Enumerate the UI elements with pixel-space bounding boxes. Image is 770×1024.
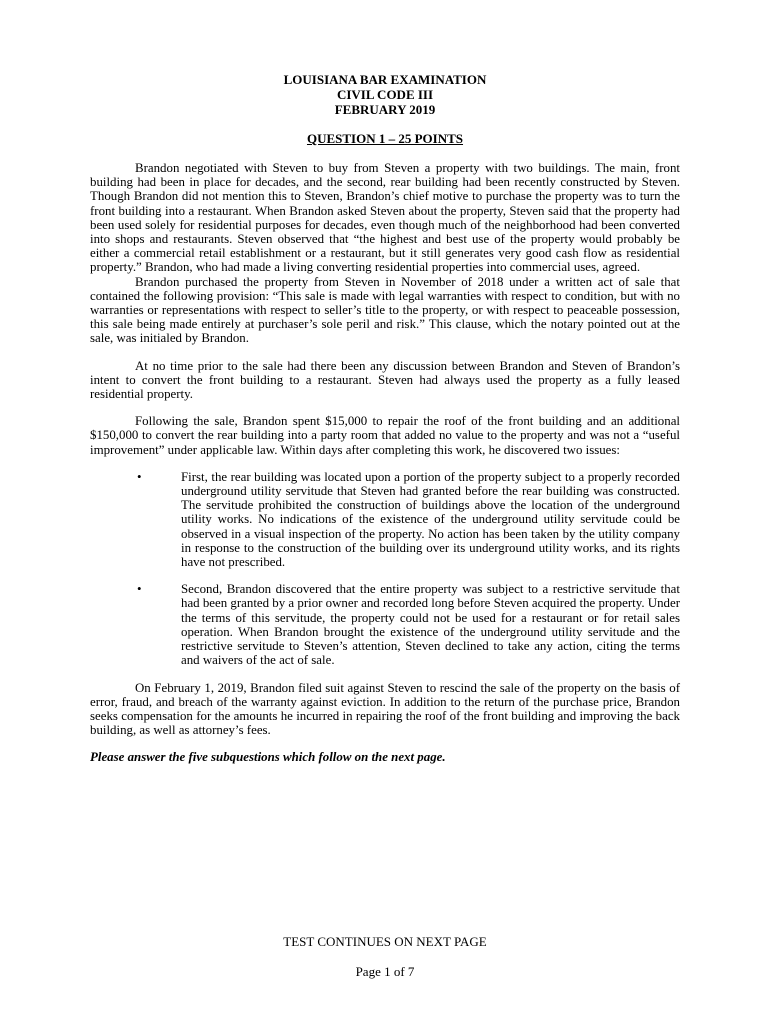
list-item-text: First, the rear building was located upon a portion of the property subject to a properly recorded underground utility servitude that Steven had granted before the rear building was constructed. The servitude prohibited the construction of buildings above the location of the underground utility works. No indications of the existence of the underground utility servitude could be observed in a visual inspection of the property. No action has been taken by the utility company in response to the construction of the building over its underground utility works, and its rights have not prescribed. bbox=[181, 469, 680, 570]
exam-subject: CIVIL CODE III bbox=[336, 87, 434, 102]
list-item bbox=[90, 470, 680, 569]
continues-notice: TEST CONTINUES ON NEXT PAGE bbox=[283, 934, 487, 949]
bullet-icon: • bbox=[137, 469, 142, 484]
instruction: Please answer the five subquestions which follow on the next page. bbox=[90, 750, 446, 765]
paragraph: At no time prior to the sale had there been any discussion between Brandon and Steven of Brandon’s intent to convert the front building to a restaurant. Steven had always used the property as a fully leased residential property. bbox=[90, 358, 680, 402]
list-item-text: Second, Brandon discovered that the entire property was subject to a restrictive servitude that had been granted by a prior owner and recorded long before Steven acquired the property. Under the terms of this servitude, the property could not be used for a restaurant or for retail sales operation. When Brandon brought the existence of the underground utility servitude and the restrictive servitude to Steven’s attention, Steven declined to take any action, citing the terms and waivers of the act of sale. bbox=[181, 582, 680, 668]
list-item bbox=[90, 582, 680, 667]
exam-date: FEBRUARY 2019 bbox=[334, 102, 436, 117]
page-number: Page 1 of 7 bbox=[355, 964, 415, 979]
paragraph: Brandon negotiated with Steven to buy from Steven a property with two buildings. The main, front building had been in place for decades, and the second, rear building had been recently constructed by Steven. Though Brandon did not mention this to Steven, Brandon’s chief motive to purchase the property was to turn the front building into a restaurant. When Brandon asked Steven about the property, Steven said that the property had been used solely for residential purposes for decades, even though much of the neighborhood had been converted into shops and restaurants. Steven observed that “the highest and best use of the property would probably be either a commercial retail establishment or a restaurant, but it still generates very good cash flow as residential property.” Brandon, who had made a living converting residential properties into commercial uses, agreed. bbox=[90, 161, 680, 275]
bullet-icon: • bbox=[137, 582, 142, 597]
issue-list bbox=[90, 470, 680, 668]
exam-title: LOUISIANA BAR EXAMINATION bbox=[283, 72, 487, 87]
paragraph: Brandon purchased the property from Steven in November of 2018 under a written act of sale that contained the following provision: “This sale is made with legal warranties with respect to condition, but with no warranties or representations with respect to seller’s title to the property, or with respect to peaceable possession, this sale being made entirely at purchaser’s sole peril and risk.” This clause, which the notary pointed out at the sale, was initialed by Brandon. bbox=[90, 274, 680, 346]
question-title: QUESTION 1 – 25 POINTS bbox=[306, 131, 464, 146]
paragraph: Following the sale, Brandon spent $15,000 to repair the roof of the front building and an additional $150,000 to convert the rear building into a party room that added no value to the property and was not a “useful improvement” under applicable law. Within days after completing this work, he discovered two issues: bbox=[90, 414, 680, 457]
paragraph: On February 1, 2019, Brandon filed suit against Steven to rescind the sale of the property on the basis of error, fraud, and breach of the warranty against eviction. In addition to the return of the purchase price, Brandon seeks compensation for the amounts he incurred in repairing the roof of the front building and improving the back building, as well as attorney’s fees. bbox=[90, 680, 680, 738]
